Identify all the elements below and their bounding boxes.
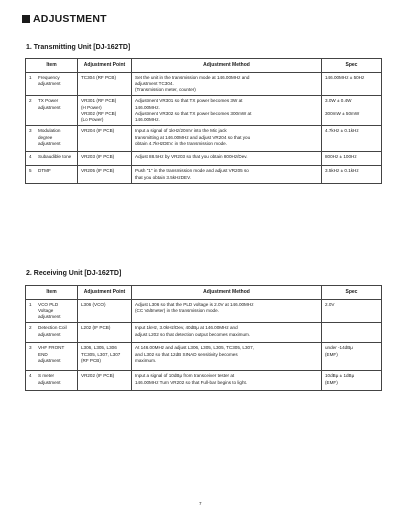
table-header-row xyxy=(26,59,382,73)
cell-spec xyxy=(322,343,382,371)
adjustment-point-text: L306 (VCO) xyxy=(81,301,106,307)
column-header-adjustment-method: Adjustment Method xyxy=(132,59,322,73)
cell-spec xyxy=(322,152,382,166)
receiving-table xyxy=(25,285,382,391)
item-text: adjustment xyxy=(38,140,61,146)
adjustment-method-text: obtain 4.7kHzDEV. in the transmission mode. xyxy=(135,140,228,146)
cell-adjustment-point xyxy=(78,126,132,152)
column-header-item: Item xyxy=(26,59,78,73)
bullet-square-icon xyxy=(22,15,30,23)
column-header-adjustment-point: Adjustment Point xyxy=(78,286,132,300)
adjustment-point-text: VR301 (RF PCB) xyxy=(81,98,117,104)
table-row xyxy=(26,343,382,371)
item-number: 2 xyxy=(29,98,32,104)
column-header-adjustment-point: Adjustment Point xyxy=(78,59,132,73)
spec-text: 800Hz ± 100Hz xyxy=(325,154,357,160)
item-text: DTMF xyxy=(38,168,51,174)
cell-adjustment-point xyxy=(78,166,132,183)
cell-adjustment-method xyxy=(132,152,322,166)
cell-adjustment-point xyxy=(78,299,132,323)
page-number: 7 xyxy=(199,501,202,506)
adjustment-method-text: Set the unit in the transmission mode at 146.00MHz and xyxy=(135,74,250,80)
cell-adjustment-method xyxy=(132,299,322,323)
adjustment-point-text: VR205 (IF PCB) xyxy=(81,168,115,174)
adjustment-method-text: Input a signal of 1kHz/20mV into the Mic jack xyxy=(135,128,227,134)
cell-spec xyxy=(322,72,382,96)
column-header-spec: Spec xyxy=(322,59,382,73)
section-title-transmitting: 1. Transmitting Unit [DJ-162TD] xyxy=(26,44,131,51)
adjustment-point-text: VR302 (RF PCB) xyxy=(81,110,117,116)
item-number: 2 xyxy=(29,325,32,331)
transmitting-table-body xyxy=(26,72,382,183)
cell-spec xyxy=(322,126,382,152)
adjustment-method-text: Adjust 88.5Hz by VR203 so that you obtain 800Hz/Dev. xyxy=(135,154,248,160)
cell-item xyxy=(26,72,78,96)
cell-adjustment-method xyxy=(132,166,322,183)
spec-text: 3.0W ± 0.4W xyxy=(325,98,352,104)
cell-item xyxy=(26,166,78,183)
cell-adjustment-method xyxy=(132,126,322,152)
item-text: Frequency xyxy=(38,74,60,80)
item-text: Subaudible tone xyxy=(38,154,72,160)
cell-item xyxy=(26,152,78,166)
spec-text: 146.00MHz ± 50Hz xyxy=(325,74,365,80)
item-number: 1 xyxy=(29,74,32,80)
spec-text: 10dBμ ± 1dBμ xyxy=(325,373,355,379)
item-number: 4 xyxy=(29,154,32,160)
adjustment-point-text: L306, L305, L306 xyxy=(81,345,117,351)
adjustment-method-text: 146.00MHz. xyxy=(135,116,160,122)
spec-text: 2.0V xyxy=(325,301,335,307)
adjustment-method-text: and L302 so that 12dB SINAD sensitivity becomes xyxy=(135,351,238,357)
adjustment-method-text: 146.00MHz Turn VR202 so that Full-bar begins to light. xyxy=(135,379,248,385)
spec-text: under -14dBμ xyxy=(325,345,353,351)
column-header-item: Item xyxy=(26,286,78,300)
cell-adjustment-point xyxy=(78,96,132,126)
cell-adjustment-method xyxy=(132,371,322,391)
section-title-receiving: 2. Receiving Unit [DJ-162TD] xyxy=(26,270,122,277)
item-text: VCO PLD Voltage xyxy=(38,301,59,313)
adjustment-method-text: Push "1" in the transmission mode and adjust VR205 so xyxy=(135,168,249,174)
adjustment-method-text: Adjustment VR301 so that TX power becomes 3W at xyxy=(135,98,243,104)
adjustment-method-text: At 146.00MHz and adjust L306, L305, L305, TC305, L307, xyxy=(135,345,254,351)
adjustment-point-text: VR204 (IF PCB) xyxy=(81,128,115,134)
item-number: 3 xyxy=(29,128,32,134)
adjustment-point-text: TC305, L307, L307 xyxy=(81,351,121,357)
cell-adjustment-point xyxy=(78,371,132,391)
item-text: adjustment xyxy=(38,314,61,320)
cell-adjustment-point xyxy=(78,72,132,96)
item-text: adjustment xyxy=(38,379,61,385)
cell-item xyxy=(26,371,78,391)
cell-adjustment-point xyxy=(78,343,132,371)
item-text: VHF FRONT END xyxy=(38,345,65,357)
adjustment-method-text: maximum. xyxy=(135,357,157,363)
cell-adjustment-point xyxy=(78,323,132,343)
item-text: adjustment xyxy=(38,357,61,363)
spec-text: 4.7kHz ± 0.1kHz xyxy=(325,128,359,134)
adjustment-method-text: (CC Valtmeter) in the transmission mode. xyxy=(135,307,219,313)
item-text: Modulation degree xyxy=(38,128,61,140)
adjustment-method-text: Adjustment VR302 so that TX power becomes 300mW at xyxy=(135,110,252,116)
table-row xyxy=(26,72,382,96)
spec-text: 3.5kHz ± 0.1kHz xyxy=(325,168,359,174)
item-text: adjustment xyxy=(38,104,61,110)
table-header-row xyxy=(26,286,382,300)
table-row xyxy=(26,96,382,126)
table-row xyxy=(26,371,382,391)
adjustment-point-text: TC304 (RF PCB) xyxy=(81,74,116,80)
adjustment-point-text: VR203 (IF PCB) xyxy=(81,154,115,160)
table-row xyxy=(26,166,382,183)
cell-spec xyxy=(322,166,382,183)
item-text: adjustment xyxy=(38,80,61,86)
spec-text: (EMF) xyxy=(325,351,338,357)
adjustment-method-text: (Transmission meter, counter) xyxy=(135,87,196,93)
transmitting-table xyxy=(25,58,382,184)
item-text: TX Power xyxy=(38,98,59,104)
item-text: S meter xyxy=(38,373,55,379)
receiving-table-body xyxy=(26,299,382,391)
cell-item xyxy=(26,323,78,343)
adjustment-point-text: (RF PCB) xyxy=(81,357,101,363)
table-row xyxy=(26,126,382,152)
adjustment-method-text: Input 1kHz, 3.0kHz/Dev, 40dBμ at 146.00MHz and xyxy=(135,325,238,331)
adjustment-point-text: L202 (IF PCB) xyxy=(81,325,111,331)
adjustment-point-text: (H Power) xyxy=(81,104,102,110)
cell-adjustment-method xyxy=(132,72,322,96)
adjustment-method-text: adjust L202 so that detection output becomes maximum. xyxy=(135,331,251,337)
page-title-text: ADJUSTMENT xyxy=(33,13,107,25)
adjustment-method-text: Adjust L306 so that the PLD voltage is 2.0V at 146.00MHz xyxy=(135,301,254,307)
column-header-spec: Spec xyxy=(322,286,382,300)
item-text: adjustment xyxy=(38,331,61,337)
item-number: 4 xyxy=(29,373,32,379)
adjustment-method-text: that you obtain 3.5kHzDEV. xyxy=(135,174,192,180)
table-row xyxy=(26,323,382,343)
item-number: 1 xyxy=(29,301,32,307)
table-row xyxy=(26,299,382,323)
cell-spec xyxy=(322,96,382,126)
cell-item xyxy=(26,343,78,371)
adjustment-method-text: 146.00MHz. xyxy=(135,104,160,110)
adjustment-method-text: Input a signal of 10dBμ from transceiver tester at xyxy=(135,373,235,379)
adjustment-point-text: (Lo Power) xyxy=(81,116,104,122)
cell-adjustment-method xyxy=(132,343,322,371)
item-number: 5 xyxy=(29,168,32,174)
page-title xyxy=(22,13,107,25)
cell-spec xyxy=(322,371,382,391)
cell-item xyxy=(26,299,78,323)
adjustment-method-text: transmitting at 146.00MHz and adjust VR204 so that you xyxy=(135,134,251,140)
cell-item xyxy=(26,96,78,126)
cell-spec xyxy=(322,299,382,323)
cell-adjustment-method xyxy=(132,96,322,126)
adjustment-point-text: VR202 (IF PCB) xyxy=(81,373,115,379)
cell-adjustment-point xyxy=(78,152,132,166)
table-row xyxy=(26,152,382,166)
column-header-adjustment-method: Adjustment Method xyxy=(132,286,322,300)
item-number: 3 xyxy=(29,345,32,351)
cell-spec xyxy=(322,323,382,343)
item-text: Detection Coil xyxy=(38,325,67,331)
cell-adjustment-method xyxy=(132,323,322,343)
spec-text: 300mW ± 50mW xyxy=(325,110,360,116)
adjustment-method-text: adjustment TC304. xyxy=(135,80,174,86)
cell-item xyxy=(26,126,78,152)
spec-text: (EMF) xyxy=(325,379,338,385)
